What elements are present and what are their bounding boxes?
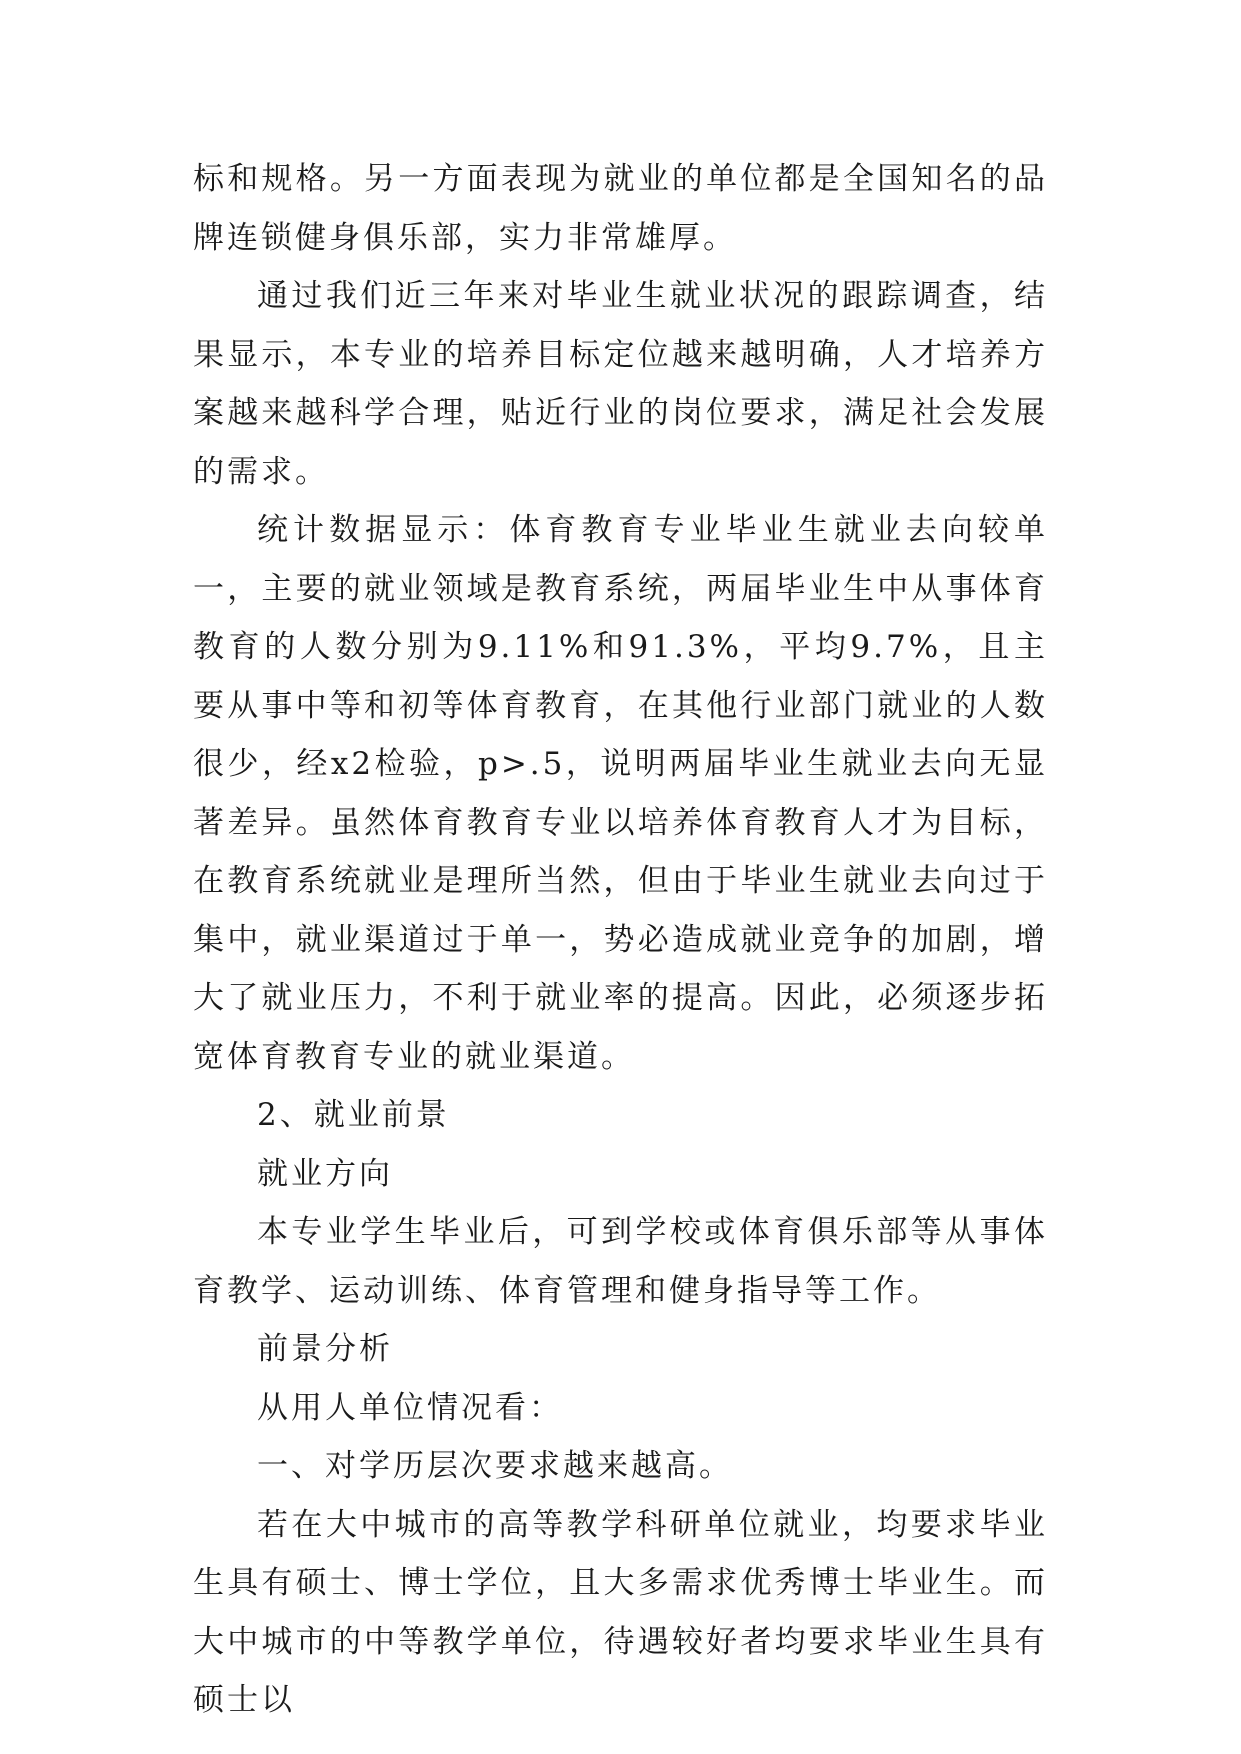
subheading-employment-direction: 就业方向	[257, 1155, 393, 1192]
paragraph-3: 统计数据显示：体育教育专业毕业生就业去向较单一，主要的就业领域是教育系统，两届毕业生中从事体育教育的人数分别为9.11%和91.3%，平均9.7%，且主要从事中等和初等体育教育，在其他行业部门就业的人数很少，经x2检验，p>.5，说明两届毕业生就业去向无显著差异。虽然体育教育专业以培养体育教育人才为目标，在教育系统就业是理所当然，但由于毕业生就业去向过于集中，就业渠道过于单一，势必造成就业竞争的加剧，增大了就业压力，不利于就业率的提高。因此，必须逐步拓宽体育教育专业的就业渠道。	[193, 512, 1048, 1075]
paragraph-2: 通过我们近三年来对毕业生就业状况的跟踪调查，结果显示，本专业的培养目标定位越来越明确，人才培养方案越来越科学合理，贴近行业的岗位要求，满足社会发展的需求。	[193, 278, 1048, 490]
paragraph-employment-direction: 本专业学生毕业后，可到学校或体育俱乐部等从事体育教学、运动训练、体育管理和健身指导等工作。	[193, 1214, 1048, 1309]
paragraph-employer-view: 从用人单位情况看：	[257, 1389, 563, 1426]
paragraph-1: 标和规格。另一方面表现为就业的单位都是全国知名的品牌连锁健身俱乐部，实力非常雄厚。	[193, 161, 1048, 256]
subheading-prospect-analysis: 前景分析	[257, 1331, 393, 1367]
paragraph-degree-requirements: 若在大中城市的高等教学科研单位就业，均要求毕业生具有硕士、博士学位，且大多需求优秀博士毕业生。而大中城市的中等教学单位，待遇较好者均要求毕业生具有硕士以	[193, 1506, 1048, 1718]
document-body	[193, 150, 1048, 1730]
section-heading-employment-prospects: 2、就业前景	[257, 1097, 450, 1133]
list-item-education-level: 一、对学历层次要求越来越高。	[257, 1448, 733, 1484]
